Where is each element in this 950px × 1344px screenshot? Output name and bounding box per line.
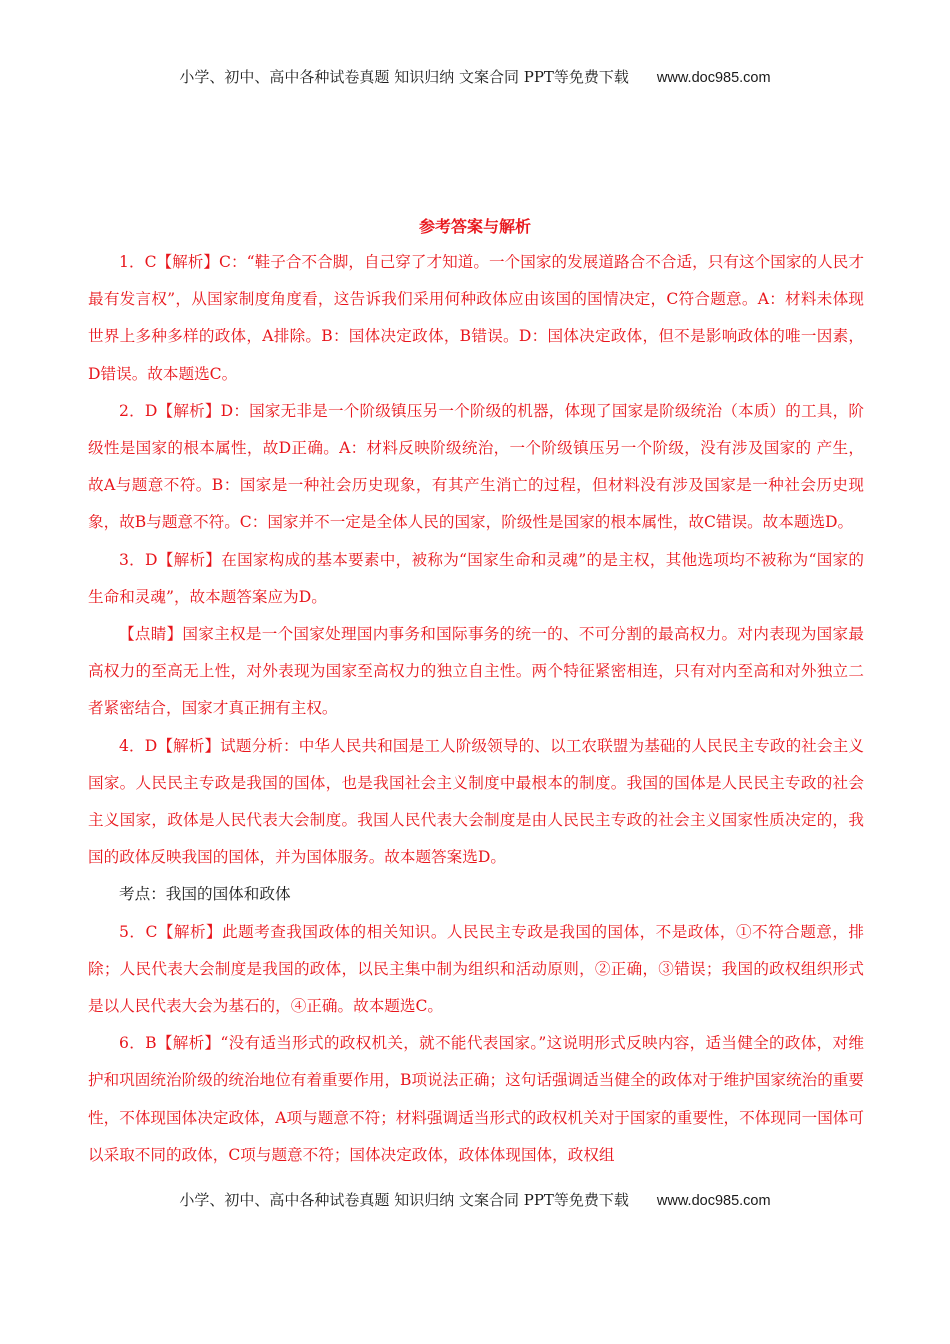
page-header [0,66,950,87]
header-site-link[interactable]: www.doc985.com [656,70,771,86]
footer-text: 小学、初中、高中各种试卷真题 知识归纳 文案合同 PPT等免费下载 [179,1191,629,1209]
header-text: 小学、初中、高中各种试卷真题 知识归纳 文案合同 PPT等免费下载 [179,68,629,86]
tip-paragraph: 【点睛】国家主权是一个国家处理国内事务和国际事务的统一的、不可分割的最高权力。对内表现为国家最高权力的至高无上性，对外表现为国家至高权力的独立自主性。两个特征紧密相连，只有对内至高和对外独立二者紧密结合，国家才真正拥有主权。 [88,625,864,718]
exam-point-line: 考点：我国的国体和政体 [119,885,291,904]
answer-paragraph-5: 5．C【解析】此题考查我国政体的相关知识。人民民主专政是我国的国体，不是政体，①不符合题意，排除；人民代表大会制度是我国的政体，以民主集中制为组织和活动原则，②正确，③错误；我国的政权组织形式是以人民代表大会为基石的，④正确。故本题选C。 [88,922,864,1016]
answer-paragraph-4: 4．D【解析】试题分析：中华人民共和国是工人阶级领导的、以工农联盟为基础的人民民主专政的社会主义国家。人民民主专政是我国的国体，也是我国社会主义制度中最根本的制度。我国的国体是人民民主专政的社会主义国家，政体是人民代表大会制度。我国人民代表大会制度是由人民民主专政的社会主义国家性质决定的，我国的政体反映我国的国体，并为国体服务。故本题答案选D。 [88,736,864,867]
answer-paragraph-2: 2．D【解析】D：国家无非是一个阶级镇压另一个阶级的机器，体现了国家是阶级统治（本质）的工具，阶级性是国家的根本属性，故D正确。A：材料反映阶级统治，一个阶级镇压另一个阶级，没有涉及国家的 产生，故A与题意不符。B：国家是一种社会历史现象，有其产生消亡的过程，但材料没有涉及国家是一种社会历史现象，故B与题意不符。C：国家并不一定是全体人民的国家，阶级性是国家的根本属性，故C错误。故本题选D。 [88,401,864,532]
answer-content [88,244,864,1174]
page-footer [0,1189,950,1210]
section-title: 参考答案与解析 [418,217,531,236]
footer-site-link[interactable]: www.doc985.com [656,1193,771,1209]
answer-paragraph-3: 3．D【解析】在国家构成的基本要素中，被称为“国家生命和灵魂”的是主权，其他选项均不被称为“国家的生命和灵魂”，故本题答案应为D。 [88,550,864,606]
answer-paragraph-6: 6．B【解析】“没有适当形式的政权机关，就不能代表国家。”这说明形式反映内容，适当健全的政体，对维护和巩固统治阶级的统治地位有着重要作用，B项说法正确；这句话强调适当健全的政体对于维护国家统治的重要性，不体现国体决定政体，A项与题意不符；材料强调适当形式的政权机关对于国家的重要性，不体现同一国体可以采取不同的政体，C项与题意不符；国体决定政体，政体体现国体，政权组 [88,1034,864,1164]
answer-paragraph-1: 1．C【解析】C：“鞋子合不合脚，自己穿了才知道。一个国家的发展道路合不合适，只有这个国家的人民才最有发言权”，从国家制度角度看，这告诉我们采用何种政体应由该国的国情决定，C符合题意。A：材料未体现世界上多种多样的政体，A排除。B：国体决定政体，B错误。D：国体决定政体，但不是影响政体的唯一因素，D错误。故本题选C。 [88,253,864,383]
